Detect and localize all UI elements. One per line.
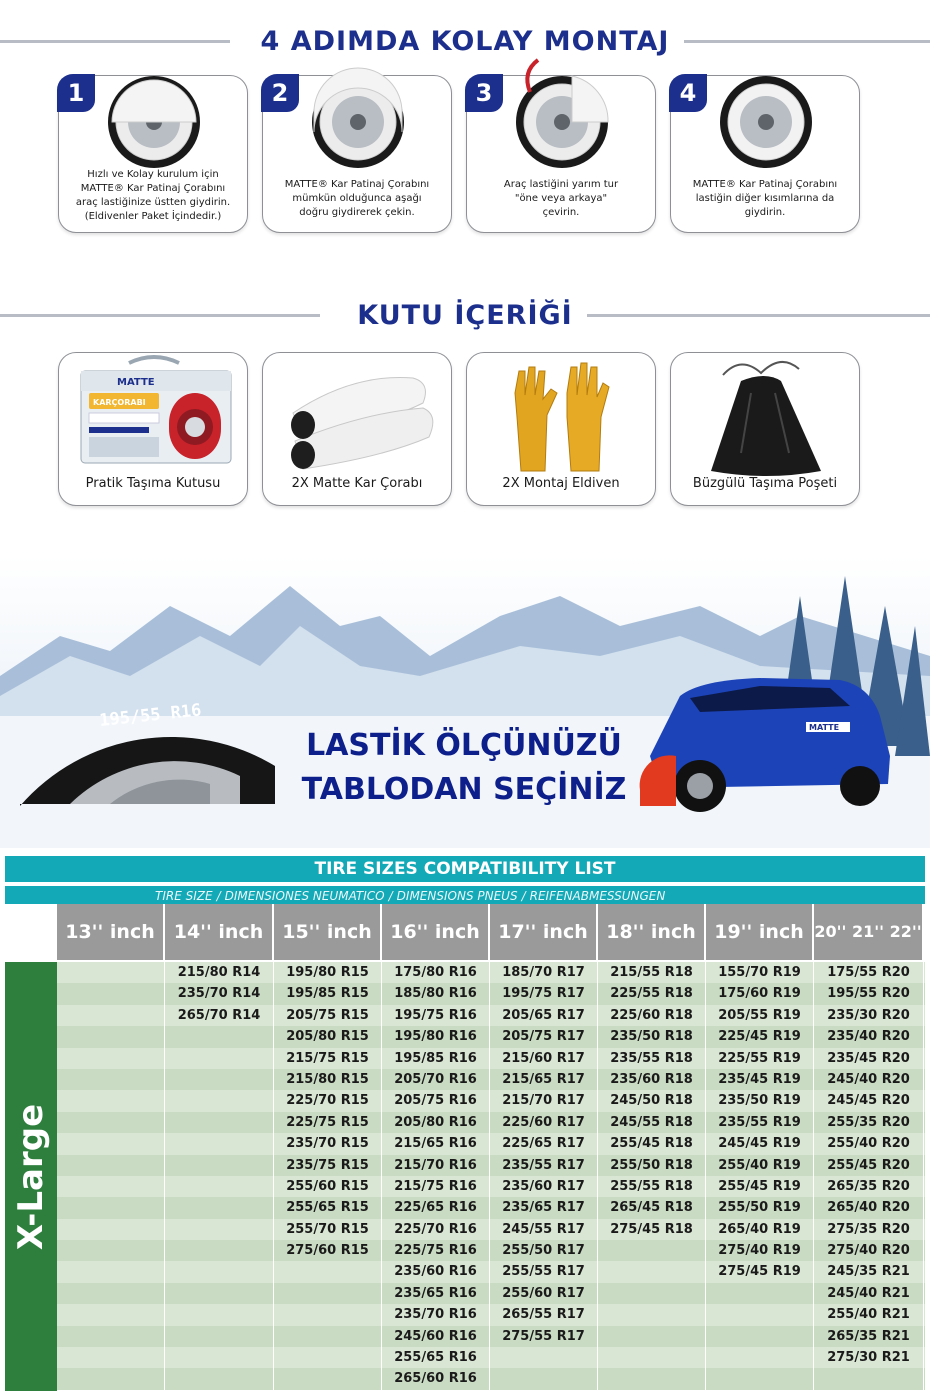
table-cell: 195/75 R17 — [490, 983, 598, 1004]
table-cell: 205/75 R16 — [382, 1090, 490, 1111]
size-category-label: X-Large — [11, 1103, 51, 1251]
step-caption — [677, 178, 853, 220]
table-cell: 255/55 R18 — [598, 1176, 706, 1197]
table-cell — [57, 1219, 165, 1240]
table-cell: 255/45 R18 — [598, 1133, 706, 1154]
box-brand-text: MATTE — [117, 377, 155, 388]
table-row — [57, 962, 925, 983]
table-cell — [57, 1155, 165, 1176]
table-cell: 215/70 R16 — [382, 1155, 490, 1176]
table-cell: 245/60 R16 — [382, 1326, 490, 1347]
table-cell: 215/80 R15 — [274, 1069, 382, 1090]
step-number-badge: 1 — [57, 74, 95, 112]
table-cell — [165, 1026, 274, 1047]
table-cell: 265/60 R16 — [382, 1368, 490, 1389]
table-row — [57, 1197, 925, 1218]
table-cell: 265/35 R21 — [814, 1326, 924, 1347]
table-cell: 225/55 R18 — [598, 983, 706, 1004]
table-cell: 235/40 R20 — [814, 1026, 924, 1047]
table-cell — [57, 1048, 165, 1069]
table-cell: 205/80 R16 — [382, 1112, 490, 1133]
table-cell: 255/60 R17 — [490, 1283, 598, 1304]
table-row — [57, 1090, 925, 1111]
table-cell: 205/80 R15 — [274, 1026, 382, 1047]
table-cell — [57, 1026, 165, 1047]
table-cell — [165, 1261, 274, 1282]
table-cell — [814, 1368, 924, 1389]
table-cell — [57, 1112, 165, 1133]
content-card-socks — [262, 352, 452, 506]
table-cell: 245/40 R21 — [814, 1283, 924, 1304]
table-cell — [57, 1069, 165, 1090]
step-number-badge: 2 — [261, 74, 299, 112]
table-row — [57, 1219, 925, 1240]
table-cell — [274, 1368, 382, 1389]
table-cell — [57, 1347, 165, 1368]
table-cell: 195/85 R16 — [382, 1048, 490, 1069]
box-product-text: KARÇORABI — [93, 398, 146, 407]
table-cell: 225/45 R19 — [706, 1026, 814, 1047]
table-cell — [57, 1326, 165, 1347]
wheel-image — [308, 52, 408, 170]
table-cell: 215/65 R17 — [490, 1069, 598, 1090]
table-cell: 205/70 R16 — [382, 1069, 490, 1090]
table-cell: 255/65 R16 — [382, 1347, 490, 1368]
table-cell: 245/35 R21 — [814, 1261, 924, 1282]
table-cell — [490, 1368, 598, 1389]
table-cell: 235/60 R18 — [598, 1069, 706, 1090]
table-cell — [165, 1048, 274, 1069]
table-cell: 265/35 R20 — [814, 1176, 924, 1197]
table-cell — [165, 1197, 274, 1218]
subtitle-language-label: TIRE SIZE — [155, 889, 213, 903]
table-cell: 265/40 R20 — [814, 1197, 924, 1218]
table-cell — [598, 1283, 706, 1304]
table-cell: 255/40 R21 — [814, 1304, 924, 1325]
table-cell — [598, 1347, 706, 1368]
content-label: Büzgülü Taşıma Poşeti — [692, 476, 838, 491]
table-cell: 215/60 R17 — [490, 1048, 598, 1069]
table-cell — [598, 1261, 706, 1282]
table-cell: 245/40 R20 — [814, 1069, 924, 1090]
size-category — [5, 962, 57, 1391]
table-cell — [598, 1240, 706, 1261]
subtitle-language-label: REIFENABMESSUNGEN — [529, 889, 666, 903]
table-cell: 195/85 R15 — [274, 983, 382, 1004]
subtitle-separator: / — [216, 889, 221, 903]
table-cell: 265/45 R18 — [598, 1197, 706, 1218]
table-cell: 255/50 R18 — [598, 1155, 706, 1176]
table-cell: 245/45 R20 — [814, 1090, 924, 1111]
table-cell: 205/75 R17 — [490, 1026, 598, 1047]
table-cell — [165, 1176, 274, 1197]
table-cell: 235/50 R19 — [706, 1090, 814, 1111]
table-cell — [57, 1368, 165, 1389]
table-cell: 225/55 R19 — [706, 1048, 814, 1069]
table-cell: 195/80 R15 — [274, 962, 382, 983]
content-label: 2X Matte Kar Çorabı — [291, 476, 423, 491]
table-cell: 235/70 R14 — [165, 983, 274, 1004]
column-header: 19'' inch — [706, 904, 814, 960]
table-cell: 235/65 R16 — [382, 1283, 490, 1304]
table-cell: 275/45 R19 — [706, 1261, 814, 1282]
table-cell: 265/55 R17 — [490, 1304, 598, 1325]
caption-line: MATTE® Kar Patinaj Çorabını — [284, 179, 430, 190]
table-cell: 215/70 R17 — [490, 1090, 598, 1111]
table-cell: 235/70 R16 — [382, 1304, 490, 1325]
table-cell: 235/65 R17 — [490, 1197, 598, 1218]
table-row — [57, 1026, 925, 1047]
table-cell: 215/55 R18 — [598, 962, 706, 983]
table-row — [57, 1005, 925, 1026]
table-cell: 255/35 R20 — [814, 1112, 924, 1133]
content-card-gloves — [466, 352, 656, 506]
table-cell — [57, 1240, 165, 1261]
table-cell: 235/50 R18 — [598, 1026, 706, 1047]
column-header: 16'' inch — [382, 904, 490, 960]
table-row — [57, 1176, 925, 1197]
table-cell: 225/60 R18 — [598, 1005, 706, 1026]
table-cell: 245/55 R17 — [490, 1219, 598, 1240]
caption-line: çevirin. — [542, 207, 580, 218]
table-cell — [165, 1090, 274, 1111]
table-cell: 245/50 R18 — [598, 1090, 706, 1111]
caption-line: "öne veya arkaya" — [514, 193, 608, 204]
table-cell — [706, 1368, 814, 1389]
table-cell: 235/30 R20 — [814, 1005, 924, 1026]
contents-title: KUTU İÇERİĞİ — [343, 300, 586, 331]
table-cell — [598, 1326, 706, 1347]
table-row — [57, 1261, 925, 1282]
tire-sizes-table — [5, 856, 925, 1387]
table-cell: 255/50 R17 — [490, 1240, 598, 1261]
table-cell: 225/60 R17 — [490, 1112, 598, 1133]
table-cell — [165, 1155, 274, 1176]
table-cell: 255/50 R19 — [706, 1197, 814, 1218]
step-number-badge: 3 — [465, 74, 503, 112]
step-card-3 — [466, 75, 656, 233]
table-cell — [165, 1347, 274, 1368]
table-row — [57, 1326, 925, 1347]
table-cell — [274, 1326, 382, 1347]
table-cell: 235/55 R18 — [598, 1048, 706, 1069]
table-cell — [57, 1283, 165, 1304]
table-cell: 235/55 R19 — [706, 1112, 814, 1133]
table-cell: 275/40 R20 — [814, 1240, 924, 1261]
caption-line: (Eldivenler Paket İçindedir.) — [84, 211, 222, 222]
table-row — [57, 1304, 925, 1325]
caption-line: Araç lastiğini yarım tur — [503, 179, 619, 190]
table-cell — [274, 1304, 382, 1325]
table-cell — [490, 1347, 598, 1368]
table-cell — [274, 1261, 382, 1282]
table-cell: 195/80 R16 — [382, 1026, 490, 1047]
table-cell: 205/65 R17 — [490, 1005, 598, 1026]
subtitle-language-label: DIMENSIONS PNEUS — [396, 889, 518, 903]
table-row — [57, 1133, 925, 1154]
table-cell: 275/35 R20 — [814, 1219, 924, 1240]
table-cell: 225/65 R17 — [490, 1133, 598, 1154]
table-header-row — [5, 904, 925, 960]
table-cell: 195/55 R20 — [814, 983, 924, 1004]
caption-line: araç lastiğinize üstten giydirin. — [75, 197, 231, 208]
table-cell: 225/70 R15 — [274, 1090, 382, 1111]
table-cell — [706, 1326, 814, 1347]
table-cell — [57, 1133, 165, 1154]
table-cell: 215/75 R15 — [274, 1048, 382, 1069]
table-cell: 265/40 R19 — [706, 1219, 814, 1240]
table-cell: 235/70 R15 — [274, 1133, 382, 1154]
caption-line: mümkün olduğunca aşağı — [292, 193, 422, 204]
table-cell — [165, 1240, 274, 1261]
table-title: TIRE SIZES COMPATIBILITY LIST — [5, 856, 925, 882]
winter-banner — [0, 556, 930, 848]
banner-line-1: LASTİK ÖLÇÜNÜZÜ — [306, 728, 622, 763]
table-cell — [57, 1090, 165, 1111]
table-cell: 185/70 R17 — [490, 962, 598, 983]
table-row — [57, 983, 925, 1004]
table-cell: 175/55 R20 — [814, 962, 924, 983]
table-cell: 265/70 R14 — [165, 1005, 274, 1026]
table-cell: 215/80 R14 — [165, 962, 274, 983]
table-cell: 255/65 R15 — [274, 1197, 382, 1218]
table-cell — [165, 1133, 274, 1154]
table-cell: 255/70 R15 — [274, 1219, 382, 1240]
content-label: 2X Montaj Eldiven — [502, 476, 620, 491]
table-cell — [598, 1368, 706, 1389]
step-card-4 — [670, 75, 860, 233]
table-cell: 235/45 R20 — [814, 1048, 924, 1069]
contents-section-header — [0, 300, 930, 330]
caption-line: Hızlı ve Kolay kurulum için — [87, 169, 219, 180]
table-cell: 215/65 R16 — [382, 1133, 490, 1154]
table-cell: 225/75 R16 — [382, 1240, 490, 1261]
table-row — [57, 1368, 925, 1389]
table-cell: 245/55 R18 — [598, 1112, 706, 1133]
table-cell — [57, 983, 165, 1004]
car-badge: MATTE — [809, 723, 840, 732]
step-caption — [65, 168, 241, 224]
table-cell — [165, 1112, 274, 1133]
caption-line: MATTE® Kar Patinaj Çorabını — [692, 179, 838, 190]
table-cell — [57, 962, 165, 983]
table-row — [57, 1112, 925, 1133]
content-label: Pratik Taşıma Kutusu — [85, 476, 221, 491]
wheel-image — [512, 52, 612, 170]
table-cell — [165, 1368, 274, 1389]
table-body — [57, 962, 925, 1390]
table-row — [57, 1069, 925, 1090]
table-cell — [706, 1283, 814, 1304]
table-cell: 255/45 R19 — [706, 1176, 814, 1197]
column-header: 20'' 21'' 22'' — [814, 904, 924, 960]
banner-headline — [294, 724, 634, 812]
wheel-image — [716, 52, 816, 170]
install-title: 4 ADIMDA KOLAY MONTAJ — [247, 26, 684, 57]
table-cell: 275/40 R19 — [706, 1240, 814, 1261]
table-cell: 225/70 R16 — [382, 1219, 490, 1240]
table-cell: 275/60 R15 — [274, 1240, 382, 1261]
table-cell: 275/30 R21 — [814, 1347, 924, 1368]
column-header: 17'' inch — [490, 904, 598, 960]
table-cell — [165, 1069, 274, 1090]
table-cell: 255/45 R20 — [814, 1155, 924, 1176]
table-cell: 255/40 R19 — [706, 1155, 814, 1176]
table-cell — [57, 1176, 165, 1197]
table-cell — [57, 1005, 165, 1026]
table-cell: 235/55 R17 — [490, 1155, 598, 1176]
table-row — [57, 1347, 925, 1368]
step-caption — [473, 178, 649, 220]
table-cell: 235/60 R17 — [490, 1176, 598, 1197]
caption-line: MATTE® Kar Patinaj Çorabını — [80, 183, 226, 194]
column-header: 13'' inch — [57, 904, 165, 960]
table-cell: 275/55 R17 — [490, 1326, 598, 1347]
table-cell: 205/55 R19 — [706, 1005, 814, 1026]
column-header: 14'' inch — [165, 904, 274, 960]
caption-line: doğru giydirerek çekin. — [299, 207, 415, 218]
table-cell — [706, 1347, 814, 1368]
table-cell: 175/60 R19 — [706, 983, 814, 1004]
table-cell: 255/60 R15 — [274, 1176, 382, 1197]
table-cell: 195/75 R16 — [382, 1005, 490, 1026]
caption-line: giydirin. — [744, 207, 786, 218]
table-cell: 175/80 R16 — [382, 962, 490, 983]
table-cell: 225/75 R15 — [274, 1112, 382, 1133]
wheel-image — [104, 52, 204, 170]
subtitle-language-label: DIMENSIONES NEUMATICO — [224, 889, 385, 903]
content-card-box — [58, 352, 248, 506]
table-cell — [706, 1304, 814, 1325]
table-cell — [57, 1261, 165, 1282]
table-cell — [274, 1283, 382, 1304]
banner-line-2: TABLODAN SEÇİNİZ — [301, 772, 627, 807]
content-card-bag — [670, 352, 860, 506]
table-cell: 235/75 R15 — [274, 1155, 382, 1176]
table-row — [57, 1155, 925, 1176]
table-cell: 255/40 R20 — [814, 1133, 924, 1154]
table-row — [57, 1240, 925, 1261]
step-number-badge: 4 — [669, 74, 707, 112]
table-cell: 245/45 R19 — [706, 1133, 814, 1154]
table-cell — [57, 1197, 165, 1218]
table-cell — [165, 1326, 274, 1347]
step-caption — [269, 178, 445, 220]
table-cell: 155/70 R19 — [706, 962, 814, 983]
table-cell: 205/75 R15 — [274, 1005, 382, 1026]
table-cell: 235/45 R19 — [706, 1069, 814, 1090]
column-header: 18'' inch — [598, 904, 706, 960]
table-cell — [598, 1304, 706, 1325]
table-cell: 225/65 R16 — [382, 1197, 490, 1218]
table-cell: 185/80 R16 — [382, 983, 490, 1004]
table-subtitle — [5, 884, 925, 904]
table-cell — [274, 1347, 382, 1368]
table-row — [57, 1283, 925, 1304]
step-card-2 — [262, 75, 452, 233]
tire-size-marking: 195/55 R16 — [98, 700, 203, 731]
step-card-1 — [58, 75, 248, 233]
table-cell: 255/55 R17 — [490, 1261, 598, 1282]
table-cell — [57, 1304, 165, 1325]
table-cell — [165, 1304, 274, 1325]
caption-line: lastiğin diğer kısımlarına da — [695, 193, 835, 204]
column-header: 15'' inch — [274, 904, 382, 960]
table-cell: 215/75 R16 — [382, 1176, 490, 1197]
subtitle-separator: / — [388, 889, 393, 903]
table-cell — [165, 1219, 274, 1240]
table-cell: 235/60 R16 — [382, 1261, 490, 1282]
table-row — [57, 1048, 925, 1069]
subtitle-separator: / — [521, 889, 526, 903]
table-cell — [165, 1283, 274, 1304]
table-cell: 275/45 R18 — [598, 1219, 706, 1240]
header-corner — [5, 904, 57, 960]
